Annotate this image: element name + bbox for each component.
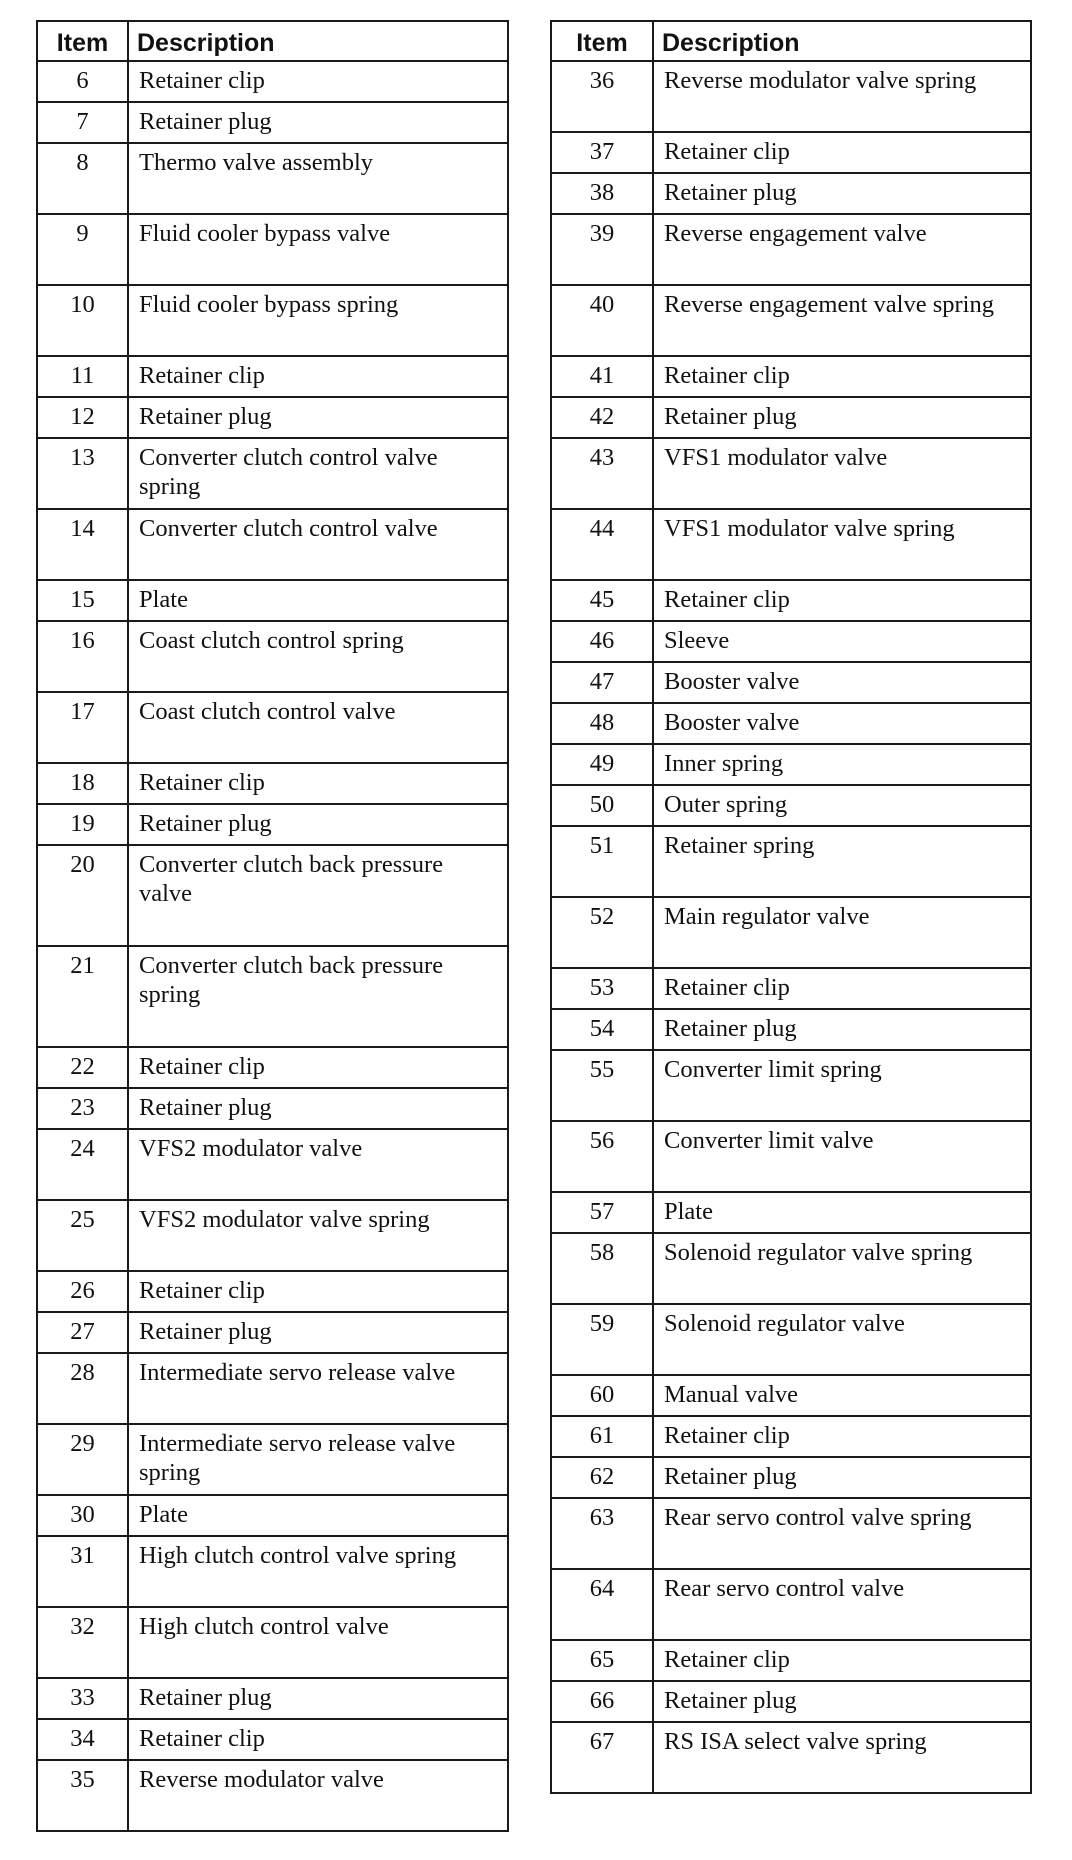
- item-number: 31: [37, 1536, 128, 1607]
- item-number: 14: [37, 509, 128, 580]
- table-row: [551, 1009, 1031, 1050]
- table-row: [37, 509, 508, 580]
- item-description: VFS2 modulator valve: [128, 1129, 508, 1200]
- table-row: [551, 1050, 1031, 1121]
- table-row: [37, 1760, 508, 1831]
- item-number: 25: [37, 1200, 128, 1271]
- table-row: [551, 132, 1031, 173]
- table-row: [551, 1722, 1031, 1793]
- parts-table-right-body: [551, 61, 1031, 1793]
- table-row: [37, 356, 508, 397]
- item-description: Converter clutch back pressure valve: [128, 845, 508, 946]
- item-description: Retainer plug: [128, 1678, 508, 1719]
- item-number: 51: [551, 826, 653, 897]
- description-column-header: Description: [653, 21, 1031, 61]
- item-number: 67: [551, 1722, 653, 1793]
- item-description: Coast clutch control valve: [128, 692, 508, 763]
- item-number: 8: [37, 143, 128, 214]
- table-row: [37, 1047, 508, 1088]
- item-description: Fluid cooler bypass spring: [128, 285, 508, 356]
- item-description: Retainer plug: [128, 1088, 508, 1129]
- item-number: 27: [37, 1312, 128, 1353]
- item-number: 19: [37, 804, 128, 845]
- item-description: Retainer plug: [653, 1457, 1031, 1498]
- table-row: [551, 1681, 1031, 1722]
- item-number: 34: [37, 1719, 128, 1760]
- item-description: Booster valve: [653, 662, 1031, 703]
- parts-table-left: [36, 20, 509, 1832]
- item-description: Converter limit spring: [653, 1050, 1031, 1121]
- item-description: Coast clutch control spring: [128, 621, 508, 692]
- item-description: Solenoid regulator valve: [653, 1304, 1031, 1375]
- item-description: Rear servo control valve: [653, 1569, 1031, 1640]
- table-row: [551, 1233, 1031, 1304]
- item-number: 56: [551, 1121, 653, 1192]
- item-number: 26: [37, 1271, 128, 1312]
- item-description: Converter clutch control valve: [128, 509, 508, 580]
- item-description: Intermediate servo release valve spring: [128, 1424, 508, 1495]
- item-description: Plate: [653, 1192, 1031, 1233]
- table-row: [551, 438, 1031, 509]
- table-row: [551, 744, 1031, 785]
- item-description: Outer spring: [653, 785, 1031, 826]
- table-row: [37, 143, 508, 214]
- table-row: [37, 438, 508, 509]
- item-number: 55: [551, 1050, 653, 1121]
- item-number: 18: [37, 763, 128, 804]
- item-description: Converter clutch back pressure spring: [128, 946, 508, 1047]
- table-row: [551, 509, 1031, 580]
- item-number: 45: [551, 580, 653, 621]
- table-row: [37, 397, 508, 438]
- item-description: High clutch control valve spring: [128, 1536, 508, 1607]
- item-description: Main regulator valve: [653, 897, 1031, 968]
- header-row: [37, 21, 508, 61]
- item-description: Retainer clip: [653, 580, 1031, 621]
- item-description: Retainer clip: [653, 132, 1031, 173]
- item-number: 29: [37, 1424, 128, 1495]
- item-number: 13: [37, 438, 128, 509]
- item-description: Retainer plug: [653, 397, 1031, 438]
- table-row: [551, 580, 1031, 621]
- item-number: 53: [551, 968, 653, 1009]
- item-number: 43: [551, 438, 653, 509]
- table-row: [37, 61, 508, 102]
- item-number: 66: [551, 1681, 653, 1722]
- table-row: [37, 580, 508, 621]
- item-number: 40: [551, 285, 653, 356]
- item-description: Retainer clip: [128, 1719, 508, 1760]
- table-row: [37, 1607, 508, 1678]
- item-description: Plate: [128, 1495, 508, 1536]
- parts-table-left-body: [37, 61, 508, 1831]
- item-number: 33: [37, 1678, 128, 1719]
- item-description: Intermediate servo release valve: [128, 1353, 508, 1424]
- item-description: Reverse modulator valve: [128, 1760, 508, 1831]
- table-row: [551, 61, 1031, 132]
- item-number: 16: [37, 621, 128, 692]
- item-number: 61: [551, 1416, 653, 1457]
- item-number: 37: [551, 132, 653, 173]
- item-number: 39: [551, 214, 653, 285]
- table-row: [551, 1192, 1031, 1233]
- item-number: 30: [37, 1495, 128, 1536]
- table-row: [551, 1304, 1031, 1375]
- item-number: 28: [37, 1353, 128, 1424]
- item-description: Converter clutch control valve spring: [128, 438, 508, 509]
- item-description: Manual valve: [653, 1375, 1031, 1416]
- table-row: [37, 692, 508, 763]
- item-description: Retainer clip: [653, 1416, 1031, 1457]
- table-row: [37, 621, 508, 692]
- item-description: Retainer plug: [653, 1681, 1031, 1722]
- item-description: Reverse engagement valve: [653, 214, 1031, 285]
- parts-table-right: [550, 20, 1032, 1794]
- item-number: 9: [37, 214, 128, 285]
- item-description: Retainer clip: [128, 356, 508, 397]
- item-number: 20: [37, 845, 128, 946]
- table-row: [37, 946, 508, 1047]
- item-description: Converter limit valve: [653, 1121, 1031, 1192]
- table-row: [37, 1536, 508, 1607]
- item-description: Retainer plug: [128, 102, 508, 143]
- item-number: 23: [37, 1088, 128, 1129]
- item-description: Retainer clip: [653, 968, 1031, 1009]
- item-number: 58: [551, 1233, 653, 1304]
- item-description: Retainer clip: [653, 1640, 1031, 1681]
- item-number: 32: [37, 1607, 128, 1678]
- item-description: Retainer plug: [128, 397, 508, 438]
- table-row: [551, 1569, 1031, 1640]
- table-row: [37, 102, 508, 143]
- table-row: [551, 1416, 1031, 1457]
- item-description: Inner spring: [653, 744, 1031, 785]
- item-description: Plate: [128, 580, 508, 621]
- item-number: 47: [551, 662, 653, 703]
- item-description: Retainer clip: [128, 763, 508, 804]
- table-row: [37, 1200, 508, 1271]
- table-row: [551, 703, 1031, 744]
- description-column-header: Description: [128, 21, 508, 61]
- item-description: Reverse engagement valve spring: [653, 285, 1031, 356]
- item-number: 44: [551, 509, 653, 580]
- item-number: 7: [37, 102, 128, 143]
- item-number: 57: [551, 1192, 653, 1233]
- item-description: Sleeve: [653, 621, 1031, 662]
- item-number: 60: [551, 1375, 653, 1416]
- table-row: [551, 214, 1031, 285]
- item-description: High clutch control valve: [128, 1607, 508, 1678]
- item-number: 52: [551, 897, 653, 968]
- table-row: [37, 1129, 508, 1200]
- item-number: 12: [37, 397, 128, 438]
- table-row: [551, 1457, 1031, 1498]
- item-number: 10: [37, 285, 128, 356]
- item-number: 21: [37, 946, 128, 1047]
- item-description: Retainer plug: [128, 1312, 508, 1353]
- table-row: [37, 214, 508, 285]
- table-row: [37, 285, 508, 356]
- item-description: Retainer plug: [653, 1009, 1031, 1050]
- table-row: [551, 285, 1031, 356]
- item-number: 22: [37, 1047, 128, 1088]
- item-description: VFS2 modulator valve spring: [128, 1200, 508, 1271]
- table-row: [37, 1271, 508, 1312]
- table-row: [551, 1498, 1031, 1569]
- item-number: 46: [551, 621, 653, 662]
- table-row: [551, 1121, 1031, 1192]
- table-row: [551, 621, 1031, 662]
- item-number: 11: [37, 356, 128, 397]
- item-number: 54: [551, 1009, 653, 1050]
- table-row: [37, 1719, 508, 1760]
- item-description: Reverse modulator valve spring: [653, 61, 1031, 132]
- table-row: [551, 662, 1031, 703]
- item-number: 63: [551, 1498, 653, 1569]
- table-row: [551, 897, 1031, 968]
- item-description: Retainer clip: [653, 356, 1031, 397]
- table-row: [37, 1312, 508, 1353]
- item-number: 24: [37, 1129, 128, 1200]
- table-row: [551, 826, 1031, 897]
- table-row: [551, 785, 1031, 826]
- table-row: [551, 173, 1031, 214]
- table-row: [551, 356, 1031, 397]
- table-row: [551, 1640, 1031, 1681]
- item-number: 15: [37, 580, 128, 621]
- item-description: Rear servo control valve spring: [653, 1498, 1031, 1569]
- item-number: 50: [551, 785, 653, 826]
- item-number: 6: [37, 61, 128, 102]
- item-number: 48: [551, 703, 653, 744]
- item-number: 38: [551, 173, 653, 214]
- table-row: [37, 1353, 508, 1424]
- table-row: [37, 1495, 508, 1536]
- item-description: VFS1 modulator valve spring: [653, 509, 1031, 580]
- header-row: [551, 21, 1031, 61]
- item-description: Retainer plug: [128, 804, 508, 845]
- item-description: Fluid cooler bypass valve: [128, 214, 508, 285]
- item-number: 65: [551, 1640, 653, 1681]
- table-row: [551, 397, 1031, 438]
- table-row: [551, 968, 1031, 1009]
- item-description: VFS1 modulator valve: [653, 438, 1031, 509]
- table-row: [37, 763, 508, 804]
- item-description: Solenoid regulator valve spring: [653, 1233, 1031, 1304]
- table-row: [37, 804, 508, 845]
- item-description: RS ISA select valve spring: [653, 1722, 1031, 1793]
- table-row: [37, 845, 508, 946]
- item-number: 36: [551, 61, 653, 132]
- item-description: Thermo valve assembly: [128, 143, 508, 214]
- table-row: [37, 1088, 508, 1129]
- item-column-header: Item: [37, 21, 128, 61]
- item-number: 42: [551, 397, 653, 438]
- table-row: [37, 1424, 508, 1495]
- item-description: Retainer clip: [128, 1271, 508, 1312]
- item-description: Retainer clip: [128, 1047, 508, 1088]
- item-description: Booster valve: [653, 703, 1031, 744]
- item-number: 49: [551, 744, 653, 785]
- item-description: Retainer spring: [653, 826, 1031, 897]
- table-row: [37, 1678, 508, 1719]
- item-description: Retainer clip: [128, 61, 508, 102]
- item-number: 62: [551, 1457, 653, 1498]
- table-row: [551, 1375, 1031, 1416]
- item-number: 17: [37, 692, 128, 763]
- item-column-header: Item: [551, 21, 653, 61]
- item-number: 35: [37, 1760, 128, 1831]
- item-description: Retainer plug: [653, 173, 1031, 214]
- item-number: 64: [551, 1569, 653, 1640]
- item-number: 41: [551, 356, 653, 397]
- item-number: 59: [551, 1304, 653, 1375]
